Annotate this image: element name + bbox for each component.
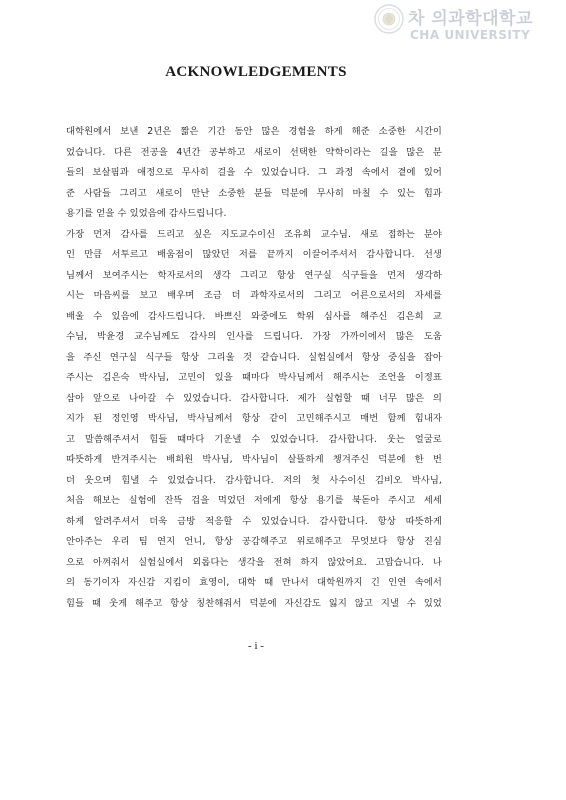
text-line: 주시는 김은숙 박사님, 고민이 있을 때마다 박사님께서 해주시는 조언을 이정표: [66, 372, 442, 383]
university-seal-icon: [374, 4, 404, 34]
watermark-english-name: CHA UNIVERSITY: [410, 28, 531, 42]
watermark-korean-name: 차 의과학대학교: [408, 9, 533, 29]
text-line: 지가 된 정인영 박사님, 박사님께서 항상 같이 고민해주시고 매번 함께 힘내자: [66, 413, 442, 424]
text-line: 가장 먼저 감사를 드리고 싶은 지도교수이신 조유희 교수님. 새로 접하는 분야: [66, 228, 442, 240]
text-line: 었습니다. 다른 전공을 4년간 공부하고 새로이 선택한 약학이라는 길을 많은 분: [66, 146, 442, 158]
text-line: 시는 마음씨를 보고 배우며 조금 더 과학자로서의 그리고 어른으로서의 자세를: [66, 290, 442, 301]
text-line: 고 말씀해주셔서 힘들 때마다 기운낼 수 있었습니다. 감사합니다. 웃는 얼굴로: [66, 433, 442, 445]
text-line: 힘들 때 웃게 해주고 항상 칭찬해줘서 덕분에 자신감도 잃지 않고 지낼 수 있었: [66, 597, 442, 609]
text-line: 수님, 박윤경 교수님께도 감사의 인사를 드립니다. 가장 가까이에서 많은 도움: [66, 331, 442, 342]
text-line: 용기를 얻을 수 있었음에 감사드립니다.: [66, 208, 227, 219]
text-line: 의 동기이자 자신감 지킴이 효영이, 대학 때 만나서 대학원까지 긴 인연 속에서: [66, 577, 442, 588]
text-line: 삼아 앞으로 나아갈 수 있었습니다. 감사합니다. 제가 실험할 때 너무 많은 의: [66, 392, 442, 404]
text-line: 안아주는 우리 팀 연지 언니, 항상 공감해주고 위로해주고 무엇보다 항상 진심: [66, 536, 442, 547]
text-line: 으로 아껴줘서 실험실에서 외롭다는 생각을 전혀 하지 않았어요. 고맙습니다. 나: [66, 556, 442, 568]
university-watermark: [374, 4, 554, 52]
text-line: 따뜻하게 반겨주시는 배희원 박사님, 박사님이 살뜰하게 챙겨주신 덕분에 한 번: [66, 454, 442, 465]
text-line: 을 주신 연구실 식구들 항상 그리울 것 같습니다. 실험실에서 항상 중심을 잡아: [66, 351, 442, 363]
page-title: ACKNOWLEDGEMENTS: [165, 64, 347, 80]
acknowledgements-body: [66, 122, 442, 614]
page-number: - i -: [248, 640, 264, 652]
text-line: 들의 보살핌과 애정으로 무사히 걸을 수 있었습니다. 그 과정 속에서 곁에 있어: [66, 167, 442, 178]
text-line: 배울 수 있음에 감사드립니다. 바쁘신 와중에도 학위 심사를 해주신 김은희 교: [66, 310, 442, 322]
text-line: 님께서 보여주시는 학자로서의 생각 그리고 항상 연구실 식구들을 먼저 생각하: [66, 269, 442, 281]
text-line: 인 만큼 서투르고 배움점이 많았던 저를 끝까지 이끌어주셔서 감사합니다. 선생: [66, 249, 442, 260]
text-line: 처음 해보는 실험에 잔뜩 겁을 먹었던 저에게 항상 용기를 북돋아 주시고 세세: [66, 495, 442, 506]
text-line: 하게 알려주셔서 더욱 금방 적응할 수 있었습니다. 감사합니다. 항상 따뜻하게: [66, 515, 442, 527]
text-line: 대학원에서 보낸 2년은 짧은 기간 동안 많은 경험을 하게 해준 소중한 시간이: [66, 126, 442, 137]
text-line: 준 사람들 그리고 새로이 만난 소중한 분들 덕분에 무사히 마칠 수 있는 힘과: [66, 187, 442, 199]
text-line: 더 웃으며 힘낼 수 있었습니다. 감사합니다. 저의 첫 사수이신 김비오 박사님,: [66, 474, 442, 486]
